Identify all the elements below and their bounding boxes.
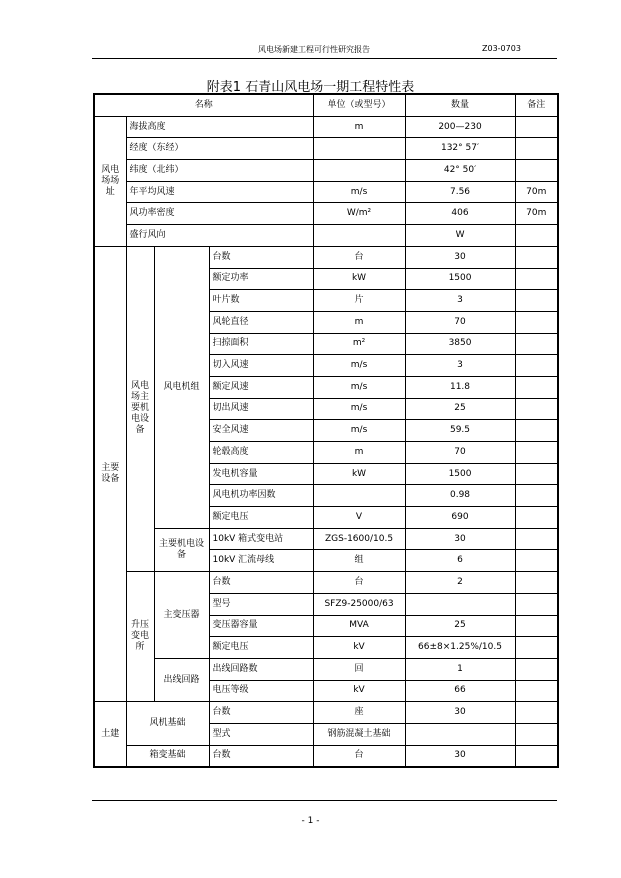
- cell-unit: m/s: [313, 355, 405, 377]
- cell-note: [515, 116, 558, 138]
- cell-name: 台数: [209, 702, 313, 724]
- cell-note: [515, 745, 558, 767]
- footer-rule: [92, 800, 557, 801]
- cell-note: [515, 138, 558, 160]
- table-row: [94, 572, 558, 594]
- cell-name: 风轮直径: [209, 311, 313, 333]
- cell-name: 10kV 箱式变电站: [209, 528, 313, 550]
- cell-note: [515, 658, 558, 680]
- cell-note: 70m: [515, 181, 558, 203]
- cell-qty: 59.5: [405, 420, 515, 442]
- header-doc-code: Z03-0703: [482, 44, 521, 53]
- cell-name: 电压等级: [209, 680, 313, 702]
- cell-name: 发电机容量: [209, 463, 313, 485]
- cell-name: 额定功率: [209, 268, 313, 290]
- table-row: [94, 225, 558, 247]
- cell-name: 型号: [209, 593, 313, 615]
- cell-name: 纬度（北纬）: [126, 160, 313, 182]
- cell-qty: 42° 50′: [405, 160, 515, 182]
- group-main-electrical: 主要机电设备: [154, 528, 209, 571]
- cell-name: 10kV 汇流母线: [209, 550, 313, 572]
- cell-name: 切入风速: [209, 355, 313, 377]
- cell-qty: 66±8×1.25%/10.5: [405, 637, 515, 659]
- group-box-transformer-foundation: 箱变基础: [126, 745, 209, 767]
- header-report-title: 风电场新建工程可行性研究报告: [258, 45, 370, 54]
- cell-note: [515, 268, 558, 290]
- col-header-qty: 数量: [405, 94, 515, 116]
- cell-unit: m: [313, 311, 405, 333]
- cell-qty: 2: [405, 572, 515, 594]
- table-row: [94, 246, 558, 268]
- cell-note: [515, 680, 558, 702]
- cell-note: [515, 507, 558, 529]
- cell-note: [515, 637, 558, 659]
- cell-qty: 11.8: [405, 376, 515, 398]
- cell-name: 安全风速: [209, 420, 313, 442]
- table-row: [94, 203, 558, 225]
- cell-unit: kV: [313, 637, 405, 659]
- group-site: 风电场场址: [94, 116, 126, 246]
- cell-name: 风功率密度: [126, 203, 313, 225]
- cell-qty: 30: [405, 528, 515, 550]
- table-row: [94, 658, 558, 680]
- cell-name: 风电机功率因数: [209, 485, 313, 507]
- cell-qty: 7.56: [405, 181, 515, 203]
- cell-unit: 台: [313, 745, 405, 767]
- page-number: - 1 -: [301, 816, 320, 826]
- group-wind-turbine: 风电机组: [154, 246, 209, 528]
- cell-unit: MVA: [313, 615, 405, 637]
- cell-qty: 70: [405, 311, 515, 333]
- col-header-unit: 单位（或型号）: [313, 94, 405, 116]
- cell-unit: [313, 485, 405, 507]
- cell-name: 扫掠面积: [209, 333, 313, 355]
- cell-name: 年平均风速: [126, 181, 313, 203]
- col-header-note: 备注: [515, 94, 558, 116]
- group-turbine-foundation: 风机基础: [126, 702, 209, 745]
- header-row: [94, 94, 558, 116]
- cell-qty: 1500: [405, 268, 515, 290]
- cell-unit: m/s: [313, 181, 405, 203]
- cell-qty: 406: [405, 203, 515, 225]
- cell-unit: kV: [313, 680, 405, 702]
- cell-unit: [313, 225, 405, 247]
- cell-note: [515, 485, 558, 507]
- table-row: [94, 702, 558, 724]
- cell-name: 叶片数: [209, 290, 313, 312]
- cell-unit: 座: [313, 702, 405, 724]
- cell-unit: 钢筋混凝土基础: [313, 723, 405, 745]
- table-row: [94, 138, 558, 160]
- cell-unit: 片: [313, 290, 405, 312]
- cell-qty: 70: [405, 442, 515, 464]
- cell-unit: V: [313, 507, 405, 529]
- cell-note: [515, 290, 558, 312]
- cell-qty: 200—230: [405, 116, 515, 138]
- cell-qty: W: [405, 225, 515, 247]
- cell-qty: 30: [405, 702, 515, 724]
- cell-unit: 台: [313, 572, 405, 594]
- cell-qty: 3: [405, 290, 515, 312]
- cell-qty: 1: [405, 658, 515, 680]
- cell-qty: 30: [405, 745, 515, 767]
- cell-name: 出线回路数: [209, 658, 313, 680]
- characteristics-table: [93, 93, 559, 768]
- cell-unit: m: [313, 116, 405, 138]
- cell-qty: 0.98: [405, 485, 515, 507]
- cell-qty: 132° 57′: [405, 138, 515, 160]
- cell-name: 台数: [209, 572, 313, 594]
- cell-qty: 690: [405, 507, 515, 529]
- cell-name: 盛行风向: [126, 225, 313, 247]
- cell-qty: 30: [405, 246, 515, 268]
- cell-unit: 组: [313, 550, 405, 572]
- cell-name: 轮毂高度: [209, 442, 313, 464]
- cell-name: 经度（东经）: [126, 138, 313, 160]
- cell-qty: 6: [405, 550, 515, 572]
- cell-name: 切出风速: [209, 398, 313, 420]
- cell-name: 额定电压: [209, 507, 313, 529]
- cell-note: [515, 702, 558, 724]
- cell-unit: m²: [313, 333, 405, 355]
- cell-name: 台数: [209, 745, 313, 767]
- cell-note: [515, 528, 558, 550]
- cell-name: 型式: [209, 723, 313, 745]
- cell-unit: 回: [313, 658, 405, 680]
- cell-unit: m/s: [313, 376, 405, 398]
- cell-unit: kW: [313, 463, 405, 485]
- cell-note: [515, 160, 558, 182]
- cell-unit: ZGS-1600/10.5: [313, 528, 405, 550]
- cell-note: [515, 311, 558, 333]
- cell-unit: [313, 160, 405, 182]
- group-main-transformer: 主变压器: [154, 572, 209, 659]
- cell-note: [515, 442, 558, 464]
- group-outgoing-line: 出线回路: [154, 658, 209, 701]
- table-row: [94, 116, 558, 138]
- group-wind-farm-equipment: 风电场主要机电设备: [126, 246, 154, 571]
- group-substation: 升压变电所: [126, 572, 154, 702]
- cell-qty: [405, 723, 515, 745]
- cell-note: [515, 463, 558, 485]
- cell-qty: 3: [405, 355, 515, 377]
- cell-qty: 1500: [405, 463, 515, 485]
- cell-name: 海拔高度: [126, 116, 313, 138]
- cell-note: [515, 333, 558, 355]
- cell-qty: 3850: [405, 333, 515, 355]
- header-rule: [92, 58, 557, 59]
- cell-unit: 台: [313, 246, 405, 268]
- cell-unit: [313, 138, 405, 160]
- table-row: [94, 528, 558, 550]
- table-title: 附表1 石青山风电场一期工程特性表: [206, 80, 415, 95]
- cell-name: 变压器容量: [209, 615, 313, 637]
- cell-unit: SFZ9-25000/63: [313, 593, 405, 615]
- cell-unit: m/s: [313, 398, 405, 420]
- group-main-equipment: 主要设备: [94, 246, 126, 701]
- table-row: [94, 745, 558, 767]
- cell-name: 台数: [209, 246, 313, 268]
- cell-unit: W/m²: [313, 203, 405, 225]
- col-header-name: 名称: [94, 94, 313, 116]
- cell-note: [515, 398, 558, 420]
- cell-note: [515, 376, 558, 398]
- cell-unit: m: [313, 442, 405, 464]
- cell-unit: m/s: [313, 420, 405, 442]
- cell-note: 70m: [515, 203, 558, 225]
- cell-name: 额定风速: [209, 376, 313, 398]
- cell-name: 额定电压: [209, 637, 313, 659]
- table-row: [94, 181, 558, 203]
- table-row: [94, 160, 558, 182]
- cell-note: [515, 246, 558, 268]
- cell-note: [515, 550, 558, 572]
- cell-qty: 66: [405, 680, 515, 702]
- cell-note: [515, 593, 558, 615]
- cell-qty: 25: [405, 398, 515, 420]
- cell-note: [515, 572, 558, 594]
- cell-qty: 25: [405, 615, 515, 637]
- cell-note: [515, 225, 558, 247]
- cell-note: [515, 723, 558, 745]
- cell-note: [515, 355, 558, 377]
- cell-unit: kW: [313, 268, 405, 290]
- group-civil: 土建: [94, 702, 126, 768]
- cell-note: [515, 615, 558, 637]
- cell-qty: [405, 593, 515, 615]
- cell-note: [515, 420, 558, 442]
